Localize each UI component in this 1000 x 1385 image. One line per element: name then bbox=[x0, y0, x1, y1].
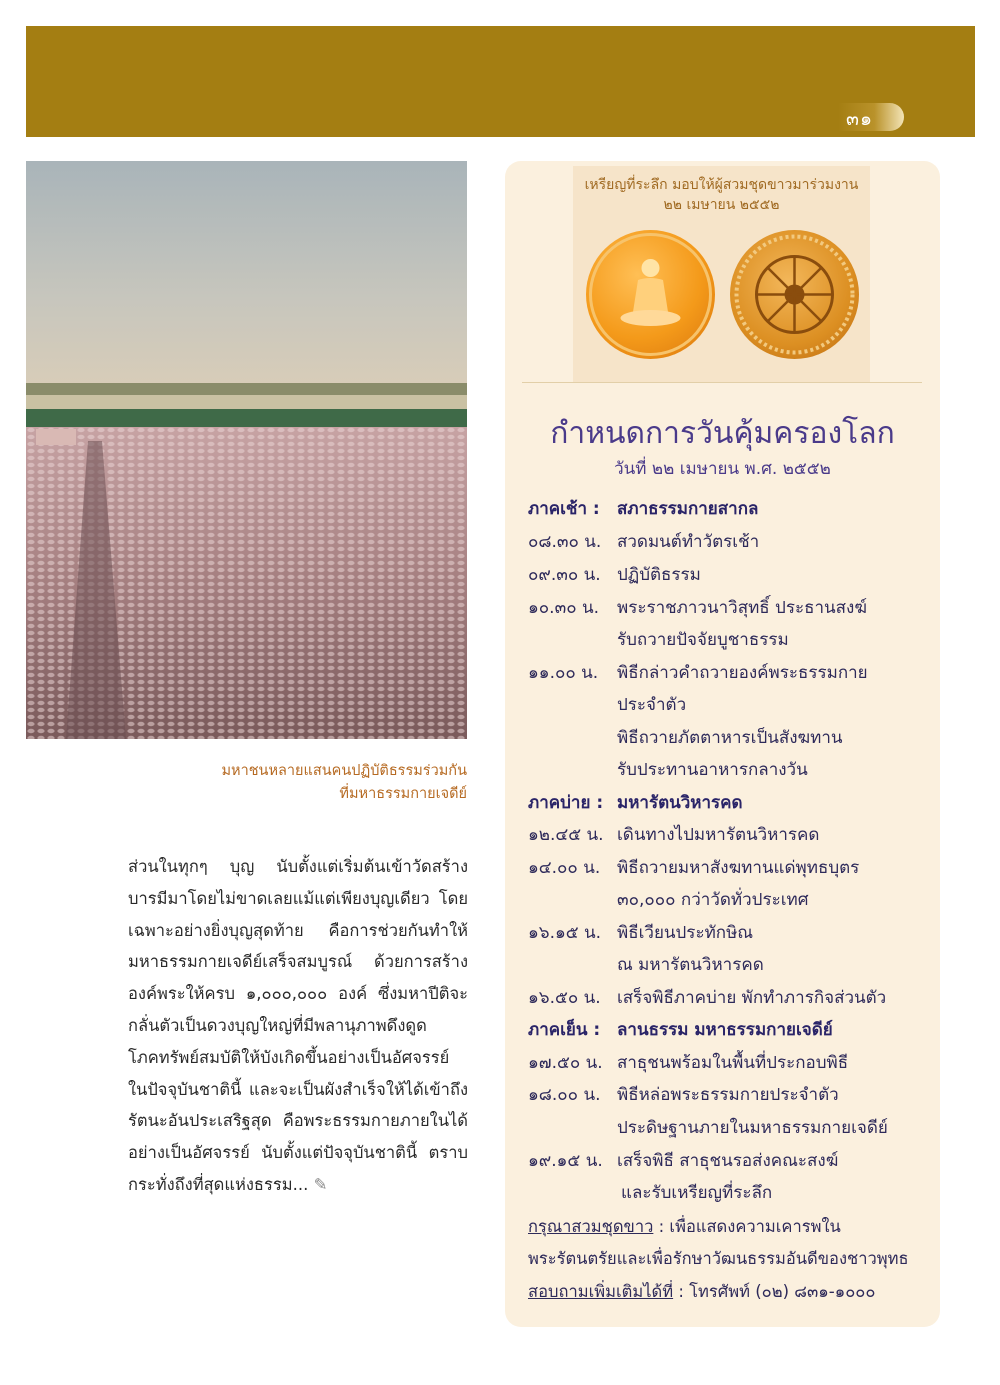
row-desc: พิธีหล่อพระธรรมกายประจำตัว bbox=[617, 1085, 839, 1105]
morning-label: ภาคเช้า : bbox=[528, 499, 600, 519]
row-time: ๐๙.๓๐ น. bbox=[528, 565, 601, 585]
row-time: ๑๖.๕๐ น. bbox=[528, 988, 601, 1008]
end-mark-icon: ✎ bbox=[313, 1174, 328, 1194]
row-time: ๑๔.๐๐ น. bbox=[528, 858, 601, 878]
row-desc: พิธีกล่าวคำถวายองค์พระธรรมกาย bbox=[617, 663, 868, 683]
row-desc: เดินทางไปมหารัตนวิหารคด bbox=[617, 825, 820, 845]
row-desc: รับประทานอาหารกลางวัน bbox=[617, 760, 808, 780]
contact-label: สอบถามเพิ่มเติมได้ที่ bbox=[528, 1282, 674, 1301]
photo-crowd bbox=[26, 161, 467, 739]
row-desc: ประดิษฐานภายในมหาธรรมกายเจดีย์ bbox=[617, 1118, 888, 1138]
evening-place: ลานธรรม มหาธรรมกายเจดีย์ bbox=[617, 1020, 833, 1040]
article-paragraph bbox=[128, 851, 468, 1201]
dress-note-label: กรุณาสวมชุดขาว bbox=[528, 1217, 654, 1236]
medal-title-line-2: ๒๒ เมษายน ๒๕๕๒ bbox=[663, 197, 780, 213]
afternoon-place: มหารัตนวิหารคด bbox=[617, 793, 743, 813]
row-desc: ๓๐,๐๐๐ กว่าวัดทั่วประเทศ bbox=[617, 890, 809, 910]
row-desc: พิธีถวายภัตตาหารเป็นสังฆทาน bbox=[617, 728, 843, 748]
dress-note-text: : เพื่อแสดงความเคารพใน bbox=[653, 1217, 841, 1236]
row-time: ๑๙.๑๕ น. bbox=[528, 1151, 603, 1171]
schedule-title: กำหนดการวันคุ้มครองโลก bbox=[550, 416, 895, 451]
row-desc: และรับเหรียญที่ระลึก bbox=[621, 1183, 773, 1203]
row-time: ๑๘.๐๐ น. bbox=[528, 1085, 601, 1105]
afternoon-label: ภาคบ่าย : bbox=[528, 793, 604, 813]
row-desc: สวดมนต์ทำวัตรเช้า bbox=[617, 532, 760, 552]
evening-label: ภาคเย็น : bbox=[528, 1020, 601, 1040]
page-number: ๓๑ bbox=[846, 108, 874, 130]
row-desc: รับถวายปัจจัยบูชาธรรม bbox=[617, 630, 789, 650]
row-time: ๑๐.๓๐ น. bbox=[528, 598, 599, 618]
photo-caption bbox=[26, 760, 467, 806]
panel-divider bbox=[522, 382, 922, 383]
row-desc: สาธุชนพร้อมในพื้นที่ประกอบพิธี bbox=[617, 1053, 849, 1073]
row-desc: ประจำตัว bbox=[617, 695, 687, 715]
contact-text: : โทรศัพท์ (๐๒) ๘๓๑-๑๐๐๐ bbox=[673, 1282, 876, 1301]
schedule-date: วันที่ ๒๒ เมษายน พ.ศ. ๒๕๕๒ bbox=[614, 459, 831, 479]
row-desc: ณ มหารัตนวิหารคด bbox=[617, 955, 764, 975]
buddha-medal-icon bbox=[586, 230, 715, 359]
row-desc: พิธีเวียนประทักษิณ bbox=[617, 923, 754, 943]
row-time: ๑๖.๑๕ น. bbox=[528, 923, 602, 943]
row-time: ๑๑.๐๐ น. bbox=[528, 663, 599, 683]
medal-title-line-1: เหรียญที่ระลึก มอบให้ผู้สวมชุดขาวมาร่วมงาน bbox=[584, 177, 859, 193]
row-time: ๑๒.๔๕ น. bbox=[528, 825, 604, 845]
row-desc: พระราชภาวนาวิสุทธิ์ ประธานสงฆ์ bbox=[617, 598, 867, 618]
dress-note bbox=[528, 1214, 928, 1240]
contact-info bbox=[528, 1279, 928, 1305]
row-desc: พิธีถวายมหาสังฆทานแด่พุทธบุตร bbox=[617, 858, 860, 878]
dharma-wheel-medal-icon bbox=[730, 230, 859, 359]
dress-note-line-2: พระรัตนตรัยและเพื่อรักษาวัฒนธรรมอันดีของชาวพุทธ bbox=[528, 1249, 909, 1268]
medal-title bbox=[573, 175, 870, 215]
row-desc: เสร็จพิธีภาคบ่าย พักทำภารกิจส่วนตัว bbox=[617, 988, 887, 1008]
row-desc: เสร็จพิธี สาธุชนรอส่งคณะสงฆ์ bbox=[617, 1151, 839, 1171]
caption-line-1: มหาชนหลายแสนคนปฏิบัติธรรมร่วมกัน bbox=[221, 763, 467, 779]
row-time: ๐๘.๓๐ น. bbox=[528, 532, 602, 552]
caption-line-2: ที่มหาธรรมกายเจดีย์ bbox=[339, 786, 467, 802]
article-text: ส่วนในทุกๆ บุญ นับตั้งแต่เริ่มต้นเข้าวัดสร้างบารมีมาโดยไม่ขาดเลยแม้แต่เพียงบุญเดียว โดยเฉพาะอย่างยิ่งบุญสุดท้าย คือการช่วยกันทำให้มหาธรรมกายเจดีย์เสร็จสมบูรณ์ ด้วยการสร้างองค์พระให้ครบ ๑,๐๐๐,๐๐๐ องค์ ซึ่งมหาปีติจะกลั่นตัวเป็นดวงบุญใหญ่ที่มีพลานุภาพดึงดูดโภคทรัพย์สมบัติให้บังเกิดขึ้นอย่างเป็นอัศจรรย์ในปัจจุบันชาตินี้ และจะเป็นผังสำเร็จให้ได้เข้าถึงรัตนะอันประเสริฐสุด คือพระธรรมกายภายในได้อย่างเป็นอัศจรรย์ นับตั้งแต่ปัจจุบันชาตินี้ ตราบกระทั่งถึงที่สุดแห่งธรรม... bbox=[128, 857, 468, 1194]
morning-place: สภาธรรมกายสากล bbox=[617, 499, 759, 519]
row-time: ๑๗.๕๐ น. bbox=[528, 1053, 603, 1073]
row-desc: ปฏิบัติธรรม bbox=[617, 565, 701, 585]
header-band bbox=[26, 26, 975, 137]
